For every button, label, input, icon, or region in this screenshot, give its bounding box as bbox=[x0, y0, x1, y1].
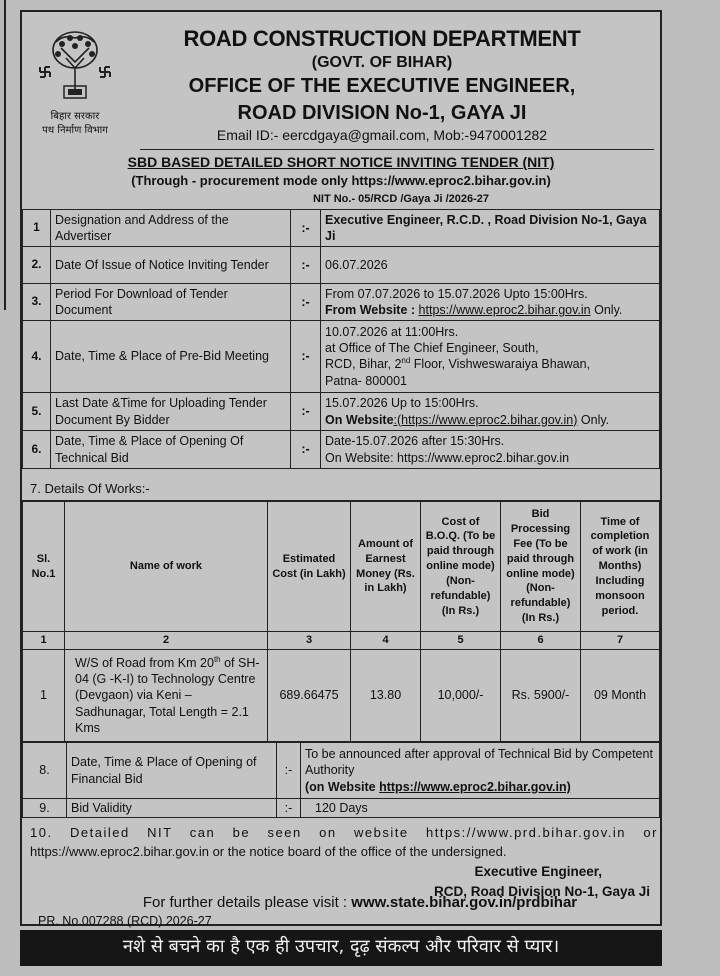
table-row bbox=[23, 210, 660, 247]
work-name: W/S of Road from Km 20th of SH-04 (G -K-I) to Technology Centre (Devgaon) via Keni – Sadhunagar, Total Length = 2.1 Kms bbox=[65, 650, 268, 742]
note-line-1: 10. Detailed NIT can be seen on website https://www.prd.bihar.gov.in or bbox=[30, 825, 658, 840]
table-row bbox=[23, 247, 660, 284]
table-row bbox=[23, 393, 660, 431]
work-estimated-cost: 689.66475 bbox=[268, 650, 351, 742]
nit-number: NIT No.- 05/RCD /Gaya Ji /2026-27 bbox=[312, 193, 490, 205]
index-cell: 6 bbox=[501, 632, 581, 650]
financial-bid-note: To be announced after approval of Technical Bid by Competent Authority bbox=[305, 747, 653, 778]
detailed-nit-note bbox=[30, 824, 658, 862]
work-earnest-money: 13.80 bbox=[351, 650, 421, 742]
signatory-office: RCD, Road Division No-1, Gaya Ji bbox=[433, 884, 650, 899]
department-title: ROAD CONSTRUCTION DEPARTMENT bbox=[183, 26, 581, 51]
note-line-2: https://www.eproc2.bihar.gov.in or the notice board of the office of the undersigned. bbox=[30, 843, 507, 859]
header-divider bbox=[140, 149, 654, 150]
item-number: 9. bbox=[23, 799, 67, 818]
item-separator: :- bbox=[291, 393, 321, 431]
table-row bbox=[23, 321, 660, 393]
work-processing-fee: Rs. 5900/- bbox=[501, 650, 581, 742]
item-label: Date, Time & Place of Opening Of Technical Bid bbox=[51, 431, 291, 469]
only-suffix: Only. bbox=[594, 303, 623, 317]
item-number: 2. bbox=[23, 247, 51, 284]
tender-notice bbox=[20, 10, 662, 926]
col-boq-cost: Cost of B.O.Q. (To be paid through online mode) (Non-refundable) (In Rs.) bbox=[421, 502, 501, 632]
table-row bbox=[23, 799, 660, 818]
financial-bid-table bbox=[22, 742, 660, 818]
table-row bbox=[23, 431, 660, 469]
left-edge-strip bbox=[0, 0, 6, 310]
table-row bbox=[23, 743, 660, 799]
notice-header bbox=[22, 12, 660, 150]
logo-text-govt: बिहार सरकार bbox=[50, 111, 100, 122]
item-separator: :- bbox=[291, 431, 321, 469]
item-separator: :- bbox=[277, 743, 301, 799]
table-row bbox=[23, 650, 660, 742]
work-completion-time: 09 Month bbox=[581, 650, 660, 742]
anti-drug-slogan: नशे से बचने का है एक ही उपचार, दृढ़ संकल्प और परिवार से प्यार। bbox=[20, 930, 662, 966]
item-label: Date, Time & Place of Opening of Financial Bid bbox=[67, 743, 277, 799]
item-label: Designation and Address of the Advertiser bbox=[51, 210, 291, 247]
col-completion-time: Time of completion of work (in Months) Including monsoon period. bbox=[581, 502, 660, 632]
prebid-address: RCD, Bihar, 2nd Floor, Vishweswaraiya Bhawan, bbox=[325, 356, 591, 372]
further-details bbox=[0, 894, 720, 911]
visit-text: For further details please visit : bbox=[142, 894, 348, 911]
works-table bbox=[22, 501, 660, 742]
item-value bbox=[321, 321, 660, 393]
bihar-emblem-logo bbox=[26, 28, 124, 144]
bodhi-tree-emblem-icon bbox=[26, 28, 124, 108]
work-boq-cost: 10,000/- bbox=[421, 650, 501, 742]
item-value bbox=[321, 431, 660, 469]
item-label: Date, Time & Place of Pre-Bid Meeting bbox=[51, 321, 291, 393]
item-label: Period For Download of Tender Document bbox=[51, 284, 291, 321]
website-prefix: On Website bbox=[325, 412, 394, 427]
item-label: Bid Validity bbox=[67, 799, 277, 818]
procurement-mode: (Through - procurement mode only https://www.eproc2.bihar.gov.in) bbox=[131, 173, 551, 188]
eproc-link[interactable]: :(https://www.eproc2.bihar.gov.in) bbox=[393, 412, 578, 427]
col-name-of-work: Name of work bbox=[65, 502, 268, 632]
contact-info: Email ID:- eercdgaya@gmail.com, Mob:-9470001282 bbox=[216, 127, 548, 143]
eproc-link[interactable]: https://www.eproc2.bihar.gov.in bbox=[418, 303, 591, 317]
item-number: 3. bbox=[23, 284, 51, 321]
technical-bid-website: On Website: https://www.eproc2.bihar.gov.in bbox=[325, 450, 570, 465]
eproc-link[interactable]: https://www.eproc2.bihar.gov.in) bbox=[379, 779, 571, 794]
item-separator: :- bbox=[277, 799, 301, 818]
item-value bbox=[321, 393, 660, 431]
index-cell: 3 bbox=[268, 632, 351, 650]
index-cell: 4 bbox=[351, 632, 421, 650]
index-cell: 1 bbox=[23, 632, 65, 650]
col-processing-fee: Bid Processing Fee (To be paid through online mode) (Non-refundable) (In Rs.) bbox=[501, 502, 581, 632]
pr-number: PR. No.007288 (RCD) 2026-27 bbox=[38, 914, 212, 928]
website-prefix: From Website : bbox=[325, 303, 416, 317]
item-value bbox=[301, 743, 660, 799]
prebid-office: at Office of The Chief Engineer, South, bbox=[325, 341, 539, 356]
item-number: 5. bbox=[23, 393, 51, 431]
col-earnest-money: Amount of Earnest Money (Rs. in Lakh) bbox=[351, 502, 421, 632]
item-value: 120 Days bbox=[301, 799, 660, 818]
govt-subtitle: (GOVT. OF BIHAR) bbox=[311, 54, 453, 71]
item-separator: :- bbox=[291, 284, 321, 321]
index-cell: 5 bbox=[421, 632, 501, 650]
item-value: Executive Engineer, R.C.D. , Road Division No-1, Gaya Ji bbox=[321, 210, 660, 247]
index-cell: 2 bbox=[65, 632, 268, 650]
item-separator: :- bbox=[291, 210, 321, 247]
item-number: 4. bbox=[23, 321, 51, 393]
works-index-row bbox=[23, 632, 660, 650]
item-number: 8. bbox=[23, 743, 67, 799]
item-value: 06.07.2026 bbox=[321, 247, 660, 284]
office-title: OFFICE OF THE EXECUTIVE ENGINEER, bbox=[188, 75, 576, 97]
logo-text-dept: पथ निर्माण विभाग bbox=[42, 125, 108, 136]
item-number: 1 bbox=[23, 210, 51, 247]
col-estimated-cost: Estimated Cost (in Lakh) bbox=[268, 502, 351, 632]
works-header-row bbox=[23, 502, 660, 632]
visit-link[interactable]: www.state.bihar.gov.in/prdbihar bbox=[351, 894, 578, 911]
item-label: Date Of Issue of Notice Inviting Tender bbox=[51, 247, 291, 284]
item-separator: :- bbox=[291, 247, 321, 284]
website-prefix: (on Website bbox=[305, 779, 376, 794]
nit-heading: SBD BASED DETAILED SHORT NOTICE INVITING TENDER (NIT) bbox=[127, 154, 555, 170]
item-label: Last Date &Time for Uploading Tender Document By Bidder bbox=[51, 393, 291, 431]
item-separator: :- bbox=[291, 321, 321, 393]
signatory-title: Executive Engineer, bbox=[474, 864, 602, 879]
item-value bbox=[321, 284, 660, 321]
download-period: From 07.07.2026 to 15.07.2026 Upto 15:00Hrs. bbox=[325, 286, 588, 301]
work-sl: 1 bbox=[23, 650, 65, 742]
division-title: ROAD DIVISION No-1, GAYA JI bbox=[237, 102, 527, 124]
prebid-city: Patna- 800001 bbox=[325, 373, 408, 388]
only-suffix: Only. bbox=[580, 412, 610, 427]
technical-bid-date: Date-15.07.2026 after 15:30Hrs. bbox=[325, 434, 505, 449]
item-number: 6. bbox=[23, 431, 51, 469]
col-sl-no: Sl. No.1 bbox=[23, 502, 65, 632]
prebid-date: 10.07.2026 at 11:00Hrs. bbox=[325, 324, 459, 339]
tender-schedule-table bbox=[22, 209, 660, 469]
details-of-works-label: 7. Details Of Works:- bbox=[22, 477, 660, 501]
upload-deadline: 15.07.2026 Up to 15:00Hrs. bbox=[325, 396, 479, 411]
index-cell: 7 bbox=[581, 632, 660, 650]
table-row bbox=[23, 284, 660, 321]
